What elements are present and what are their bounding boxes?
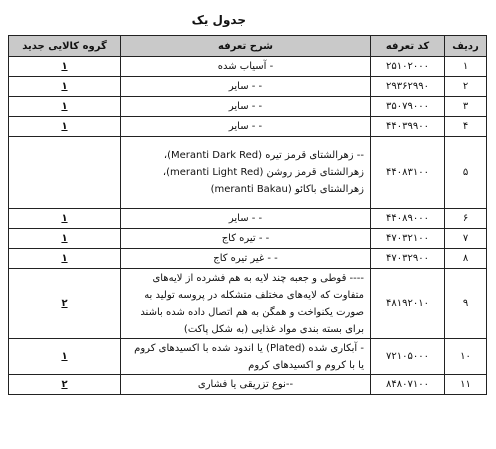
table-row	[9, 137, 487, 209]
description-line: برای بسته بندی مواد غذایی (به شکل پاکت)	[183, 323, 364, 335]
table-row	[9, 57, 487, 77]
description-line: زهرالشتای باکائو (meranti Bakau)	[210, 184, 364, 195]
tariff-code: ۳۵۰۷۹۰۰۰	[371, 97, 445, 117]
tariff-code: ۴۴۰۳۹۹۰۰	[371, 117, 445, 137]
goods-group-value: ۱	[61, 121, 68, 132]
table-row	[9, 249, 487, 269]
goods-group	[9, 229, 121, 249]
goods-group-value: ۱	[61, 101, 68, 112]
header-description: شرح تعرفه	[121, 36, 371, 57]
header-row	[9, 36, 487, 57]
description-line: زهرالشتای قرمز روشن (meranti Light Red)،	[162, 167, 364, 178]
goods-group-value: ۱	[61, 253, 68, 264]
table-title: جدول یک	[191, 13, 246, 27]
tariff-code: ۴۸۱۹۲۰۱۰	[371, 269, 445, 339]
row-number: ۱۰	[445, 339, 487, 375]
goods-group-value: ۱	[61, 351, 68, 362]
goods-group-value: ۲	[61, 379, 68, 390]
description-line: - - سایر	[228, 81, 263, 92]
goods-group	[9, 117, 121, 137]
tariff-code: ۲۹۳۶۲۹۹۰	[371, 77, 445, 97]
tariff-description	[121, 269, 371, 339]
tariff-code: ۷۲۱۰۵۰۰۰	[371, 339, 445, 375]
description-line: - - غیر تیره کاج	[213, 253, 278, 264]
table-row	[9, 77, 487, 97]
row-number: ۱۱	[445, 375, 487, 395]
row-number: ۵	[445, 137, 487, 209]
goods-group	[9, 57, 121, 77]
tariff-description	[121, 209, 371, 229]
goods-group	[9, 97, 121, 117]
row-number: ۹	[445, 269, 487, 339]
tariff-description	[121, 229, 371, 249]
table-row	[9, 339, 487, 375]
goods-group	[9, 209, 121, 229]
tariff-code: ۴۴۰۸۹۰۰۰	[371, 209, 445, 229]
table-row	[9, 229, 487, 249]
tariff-description	[121, 117, 371, 137]
table-row	[9, 117, 487, 137]
description-line: - - تیره کاج	[221, 233, 270, 244]
description-line: - آسیاب شده	[217, 61, 274, 72]
description-line: - آبکاری شده (Plated) یا اندود شده با اکسیدهای کروم	[134, 342, 364, 354]
row-number: ۱	[445, 57, 487, 77]
goods-group	[9, 137, 121, 209]
table-row	[9, 269, 487, 339]
row-number: ۴	[445, 117, 487, 137]
goods-group	[9, 375, 121, 395]
row-number: ۶	[445, 209, 487, 229]
tariff-code: ۲۵۱۰۲۰۰۰	[371, 57, 445, 77]
goods-group-value: ۱	[61, 61, 68, 72]
description-line: صورت یکنواخت و همگن به هم اتصال داده شده باشند	[140, 306, 364, 318]
tariff-description	[121, 97, 371, 117]
goods-group-value: ۱	[61, 213, 68, 224]
row-number: ۸	[445, 249, 487, 269]
description-line: - - سایر	[228, 213, 263, 224]
goods-group	[9, 339, 121, 375]
tariff-description	[121, 57, 371, 77]
tariff-code: ۴۴۰۸۳۱۰۰	[371, 137, 445, 209]
description-line: --نوع تزریقی یا فشاری	[197, 379, 294, 390]
description-line: یا با کروم و اکسیدهای کروم	[248, 359, 364, 371]
goods-group-value: ۲	[61, 298, 68, 309]
row-number: ۳	[445, 97, 487, 117]
row-number: ۷	[445, 229, 487, 249]
tariff-description	[121, 249, 371, 269]
goods-group-value: ۱	[61, 81, 68, 92]
table-row	[9, 375, 487, 395]
header-goods-group: گروه کالایی جدید	[9, 36, 121, 57]
description-line: - - سایر	[228, 121, 263, 132]
description-line: ---- قوطی و جعبه چند لایه به هم فشرده از لایه‌های	[152, 272, 364, 284]
tariff-code: ۸۴۸۰۷۱۰۰	[371, 375, 445, 395]
table-row	[9, 209, 487, 229]
row-number: ۲	[445, 77, 487, 97]
description-line: -- زهرالشتای قرمز تیره (Meranti Dark Red)،	[163, 150, 364, 161]
header-tariff-code: کد تعرفه	[371, 36, 445, 57]
goods-group	[9, 77, 121, 97]
description-line: متفاوت که لایه‌های مختلف متشکله در پروسه تولید به	[144, 289, 364, 301]
header-row-number: ردیف	[445, 36, 487, 57]
tariff-table	[8, 35, 487, 395]
tariff-description	[121, 77, 371, 97]
goods-group	[9, 269, 121, 339]
tariff-code: ۴۷۰۳۲۱۰۰	[371, 229, 445, 249]
tariff-description	[121, 137, 371, 209]
tariff-description	[121, 339, 371, 375]
tariff-code: ۴۷۰۳۲۹۰۰	[371, 249, 445, 269]
goods-group	[9, 249, 121, 269]
tariff-description	[121, 375, 371, 395]
table-row	[9, 97, 487, 117]
description-line: - - سایر	[228, 101, 263, 112]
goods-group-value: ۱	[61, 233, 68, 244]
